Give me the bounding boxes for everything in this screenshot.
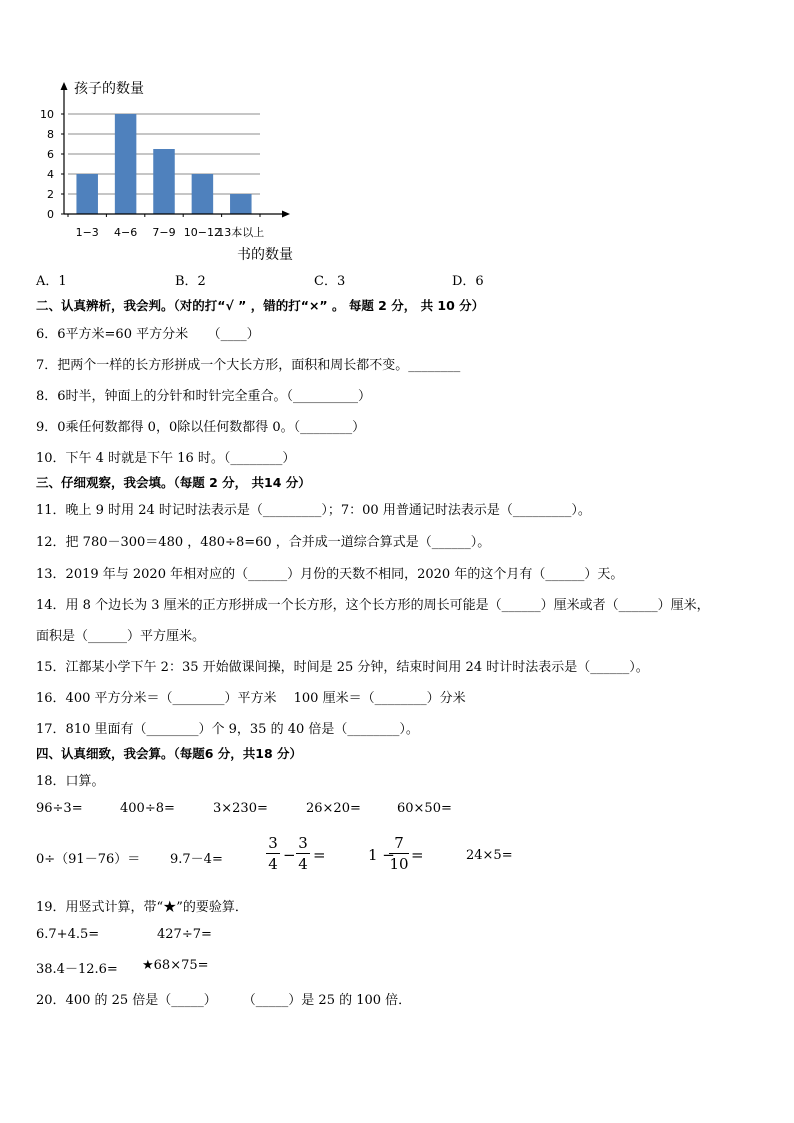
x-tick-label: 1−3: [75, 226, 99, 239]
x-tick-label: 13本以上: [217, 226, 265, 239]
option-c: C．3: [314, 274, 346, 289]
question-16: 16．400 平方分米＝（________）平方米 100 厘米＝（________）分米: [36, 691, 466, 706]
option-a: A．1: [36, 274, 67, 289]
question-14: 14．用 8 个边长为 3 厘米的正方形拼成一个长方形，这个长方形的周长可能是（______）厘米或者（______）厘米，: [36, 598, 710, 613]
question-6: 6．6平方米=60 平方分米 （____）: [36, 327, 260, 342]
question-20: 20．400 的 25 倍是（_____） （_____）是 25 的 100 倍．: [36, 993, 412, 1008]
question-7: 7．把两个一样的长方形拼成一个大长方形，面积和周长都不变。________: [36, 358, 461, 373]
y-axis-arrow: [61, 82, 68, 90]
question-18: 18．口算。: [36, 774, 105, 789]
bar-chart: [28, 72, 318, 272]
question-13: 13．2019 年与 2020 年相对应的（______）月份的天数不相同，2020 年的这个月有（______）天。: [36, 567, 624, 582]
minus-sign: −: [283, 846, 296, 864]
calc-item: 24×5=: [466, 848, 513, 863]
y-tick-label: 2: [47, 188, 54, 201]
fraction-numerator: 7: [394, 834, 404, 852]
y-tick-label: 8: [47, 128, 54, 141]
fraction-denominator: 10: [389, 855, 409, 873]
vertical-calc-item: 427÷7=: [157, 927, 212, 942]
calc-item: 26×20=: [306, 801, 361, 816]
fraction-numerator: 3: [268, 834, 278, 852]
y-tick-label: 10: [40, 108, 54, 121]
section-4-heading: 四、认真细致，我会算。（每题6 分，共18 分）: [36, 746, 303, 761]
y-tick-label: 6: [47, 148, 54, 161]
one-minus: 1 −: [368, 846, 395, 864]
question-11: 11．晚上 9 时用 24 时记时法表示是（_________）；7：00 用普通记时法表示是（_________）。: [36, 503, 591, 518]
bar: [115, 114, 137, 214]
calc-item: 60×50=: [397, 801, 452, 816]
question-14-cont: 面积是（______）平方厘米。: [36, 629, 206, 644]
y-axis-label: 孩子的数量: [74, 81, 144, 97]
bar: [230, 194, 252, 214]
section-2-heading: 二、认真辨析，我会判。（对的打“√ ” ，错的打“×” 。 每题 2 分， 共 10 分）: [36, 298, 485, 313]
fraction-denominator: 4: [298, 855, 308, 873]
fraction: [389, 834, 409, 873]
equals-sign: =: [411, 846, 424, 864]
option-d: D．6: [452, 274, 484, 289]
x-tick-label: 7−9: [152, 226, 176, 239]
calc-item: 96÷3=: [36, 801, 83, 816]
option-b: B．2: [175, 274, 206, 289]
x-tick-label: 10−12: [183, 226, 222, 239]
vertical-calc-item: 38.4－12.6=: [36, 962, 118, 977]
question-9: 9．0乘任何数都得 0，0除以任何数都得 0。（________）: [36, 420, 366, 435]
question-15: 15．江都某小学下午 2：35 开始做课间操，时间是 25 分钟，结束时间用 24 时计时法表示是（______）。: [36, 660, 649, 675]
x-axis-label: 书的数量: [237, 247, 293, 263]
calc-item: 400÷8=: [120, 801, 175, 816]
bar: [153, 149, 175, 214]
y-tick-label: 0: [47, 208, 54, 221]
question-8: 8．6时半，钟面上的分针和时针完全重合。（__________）: [36, 389, 372, 404]
fraction-denominator: 4: [268, 855, 278, 873]
fraction: [266, 834, 280, 873]
fraction: [296, 834, 310, 873]
section-3-heading: 三、仔细观察，我会填。（每题 2 分， 共14 分）: [36, 475, 311, 490]
calc-item: 9.7－4=: [170, 852, 223, 867]
x-axis-arrow: [282, 211, 290, 218]
calc-item: 3×230=: [213, 801, 268, 816]
question-12: 12．把 780－300＝480 ，480÷8=60 ，合并成一道综合算式是（______）。: [36, 535, 491, 550]
vertical-calc-item: 6.7+4.5=: [36, 927, 100, 942]
fraction-numerator: 3: [298, 834, 308, 852]
bar: [192, 174, 214, 214]
vertical-calc-item: ★68×75=: [142, 958, 209, 973]
y-tick-label: 4: [47, 168, 54, 181]
bar: [76, 174, 98, 214]
question-19: 19．用竖式计算，带“★”的要验算．: [36, 900, 248, 915]
calc-item: 0÷（91－76）＝: [36, 852, 141, 867]
question-10: 10．下午 4 时就是下午 16 时。（________）: [36, 451, 296, 466]
question-17: 17．810 里面有（________）个 9，35 的 40 倍是（________）。: [36, 722, 419, 737]
equals-sign: =: [313, 846, 326, 864]
x-tick-label: 4−6: [113, 226, 138, 239]
